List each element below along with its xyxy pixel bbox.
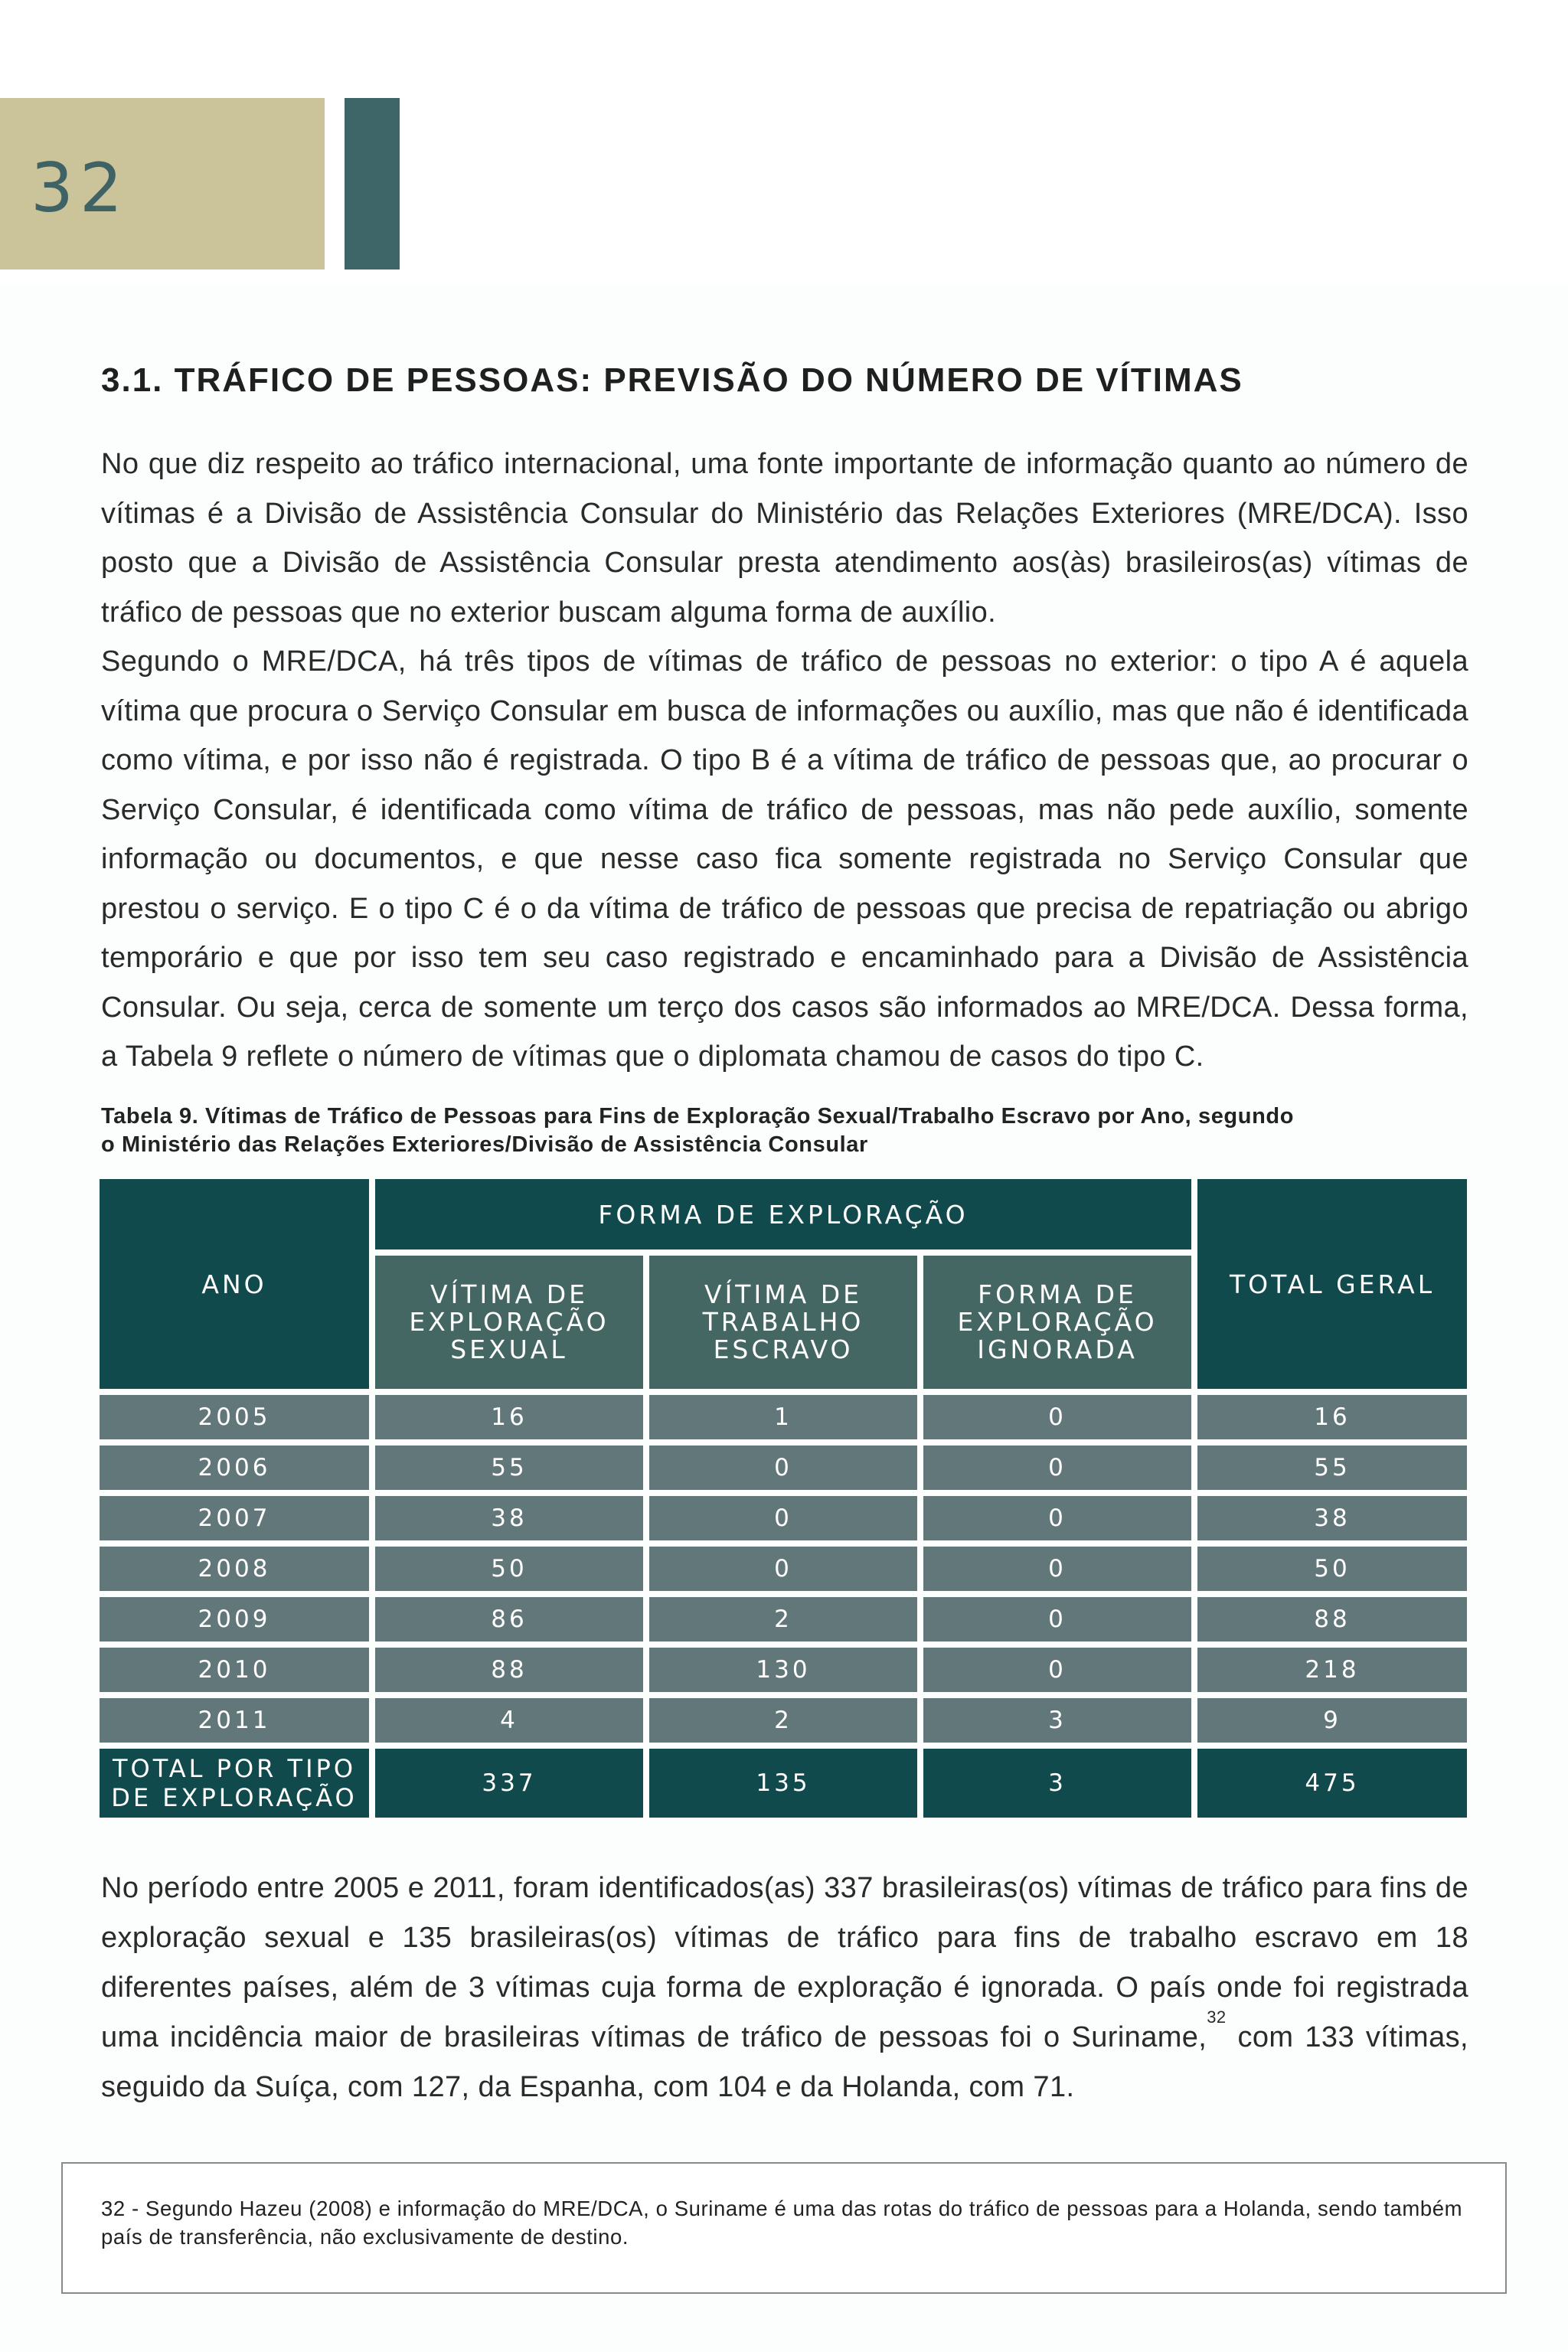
- total-label: [100, 1749, 369, 1818]
- cell-sexual: 4: [375, 1698, 643, 1743]
- total-overall: 475: [1197, 1749, 1467, 1818]
- total-slave-labor: 135: [649, 1749, 917, 1818]
- cell-total: 218: [1197, 1648, 1467, 1692]
- footnote-text: 32 - Segundo Hazeu (2008) e informação do MRE/DCA, o Suriname é uma das rotas do tráfico de pessoas para a Holanda, sendo também país de transferência, não exclusivamente de destino.: [101, 2197, 1463, 2249]
- table-caption-line-1: Tabela 9. Vítimas de Tráfico de Pessoas para Fins de Exploração Sexual/Trabalho Escravo por Ano, segundo: [101, 1104, 1295, 1129]
- cell-total: 55: [1197, 1446, 1467, 1490]
- paragraph-1: No que diz respeito ao tráfico internacional, uma fonte importante de informação quanto ao número de vítimas é a Divisão de Assistência Consular do Ministério das Relações Exteriores (MRE/DCA). Isso posto que a Divisão de Assistência Consular presta atendimento aos(às) brasileiros(as) vítimas de tráfico de pessoas que no exterior buscam alguma forma de auxílio.: [101, 448, 1468, 629]
- cell-year: 2011: [100, 1698, 369, 1743]
- cell-slave-labor: 0: [649, 1496, 917, 1540]
- cell-year: 2007: [100, 1496, 369, 1540]
- subheader-slave-labor-line-1: VÍTIMA DE: [704, 1279, 862, 1309]
- subheader-unknown-line-1: FORMA DE: [978, 1279, 1137, 1309]
- total-sexual: 337: [375, 1749, 643, 1818]
- table-row: [100, 1698, 1467, 1743]
- cell-unknown: 0: [923, 1648, 1191, 1692]
- page-number: 32: [31, 149, 129, 227]
- cell-sexual: 86: [375, 1597, 643, 1642]
- cell-sexual: 50: [375, 1547, 643, 1591]
- table-row: [100, 1446, 1467, 1490]
- cell-slave-labor: 1: [649, 1395, 917, 1439]
- subheader-unknown-line-2: EXPLORAÇÃO: [957, 1307, 1158, 1337]
- header-total: TOTAL GERAL: [1197, 1179, 1467, 1389]
- cell-total: 88: [1197, 1597, 1467, 1642]
- table-total-row: [100, 1749, 1467, 1818]
- cell-slave-labor: 0: [649, 1547, 917, 1591]
- cell-unknown: 0: [923, 1547, 1191, 1591]
- cell-slave-labor: 2: [649, 1698, 917, 1743]
- footnote-reference[interactable]: 32: [1207, 2007, 1227, 2027]
- subheader-unknown-line-3: IGNORADA: [977, 1334, 1138, 1364]
- paragraph-3: [101, 1864, 1468, 2112]
- cell-unknown: 0: [923, 1395, 1191, 1439]
- cell-unknown: 3: [923, 1698, 1191, 1743]
- header-year: ANO: [100, 1179, 369, 1389]
- table-caption-line-2: o Ministério das Relações Exteriores/Divisão de Assistência Consular: [101, 1132, 868, 1157]
- subheader-slave-labor: [649, 1256, 917, 1389]
- cell-sexual: 88: [375, 1648, 643, 1692]
- section-title: 3.1. TRÁFICO DE PESSOAS: PREVISÃO DO NÚMERO DE VÍTIMAS: [101, 361, 1243, 399]
- subheader-slave-labor-line-2: TRABALHO: [702, 1307, 864, 1337]
- table-row: [100, 1547, 1467, 1591]
- table-caption: [101, 1102, 1468, 1159]
- cell-unknown: 0: [923, 1496, 1191, 1540]
- header-exploitation-form: FORMA DE EXPLORAÇÃO: [375, 1179, 1191, 1250]
- cell-unknown: 0: [923, 1446, 1191, 1490]
- cell-total: 9: [1197, 1698, 1467, 1743]
- cell-unknown: 0: [923, 1597, 1191, 1642]
- cell-year: 2010: [100, 1648, 369, 1692]
- cell-slave-labor: 0: [649, 1446, 917, 1490]
- paragraph-3-text: No período entre 2005 e 2011, foram identificados(as) 337 brasileiras(os) vítimas de tráfico para fins de exploração sexual e 135 brasileiras(os) vítimas de tráfico para fins de trabalho escravo em 18 diferentes países, além de 3 vítimas cuja forma de exploração é ignorada. O país onde foi registrada uma incidência maior de brasileiras vítimas de tráfico de pessoas foi o Suriname,: [101, 1872, 1468, 2053]
- table-row: [100, 1395, 1467, 1439]
- paragraph-2: Segundo o MRE/DCA, há três tipos de vítimas de tráfico de pessoas no exterior: o tipo A é aquela vítima que procura o Serviço Consular em busca de informações ou auxílio, mas que não é identificada como vítima, e por isso não é registrada. O tipo B é a vítima de tráfico de pessoas que, ao procurar o Serviço Consular, é identificada como vítima de tráfico de pessoas, mas não pede auxílio, somente informação ou documentos, e que nesse caso fica somente registrada no Serviço Consular que prestou o serviço. E o tipo C é o da vítima de tráfico de pessoas que precisa de repatriação ou abrigo temporário e que por isso tem seu caso registrado e encaminhado para a Divisão de Assistência Consular. Ou seja, cerca de somente um terço dos casos são informados ao MRE/DCA. Dessa forma, a Tabela 9 reflete o número de vítimas que o diplomata chamou de casos do tipo C.: [101, 645, 1468, 1073]
- cell-year: 2005: [100, 1395, 369, 1439]
- cell-total: 50: [1197, 1547, 1467, 1591]
- total-label-line-1: TOTAL POR TIPO: [112, 1754, 357, 1783]
- subheader-sexual-line-2: EXPLORAÇÃO: [409, 1307, 609, 1337]
- subheader-slave-labor-line-3: ESCRAVO: [713, 1334, 854, 1364]
- victims-table: [93, 1173, 1473, 1824]
- table-row: [100, 1496, 1467, 1540]
- cell-sexual: 38: [375, 1496, 643, 1540]
- table-row: [100, 1648, 1467, 1692]
- total-label-line-2: DE EXPLORAÇÃO: [111, 1783, 358, 1812]
- cell-year: 2009: [100, 1597, 369, 1642]
- cell-sexual: 55: [375, 1446, 643, 1490]
- cell-year: 2006: [100, 1446, 369, 1490]
- cell-total: 38: [1197, 1496, 1467, 1540]
- page-number-block: [0, 98, 325, 270]
- footnote-box: [61, 2162, 1507, 2294]
- cell-slave-labor: 2: [649, 1597, 917, 1642]
- subheader-sexual-line-3: SEXUAL: [450, 1334, 568, 1364]
- subheader-sexual: [375, 1256, 643, 1389]
- subheader-unknown: [923, 1256, 1191, 1389]
- cell-year: 2008: [100, 1547, 369, 1591]
- paragraph-3-text-end: com 133 vítimas, seguido da Suíça, com 127, da Espanha, com 104 e da Holanda, com 71.: [101, 2021, 1468, 2103]
- total-unknown: 3: [923, 1749, 1191, 1818]
- cell-total: 16: [1197, 1395, 1467, 1439]
- cell-slave-labor: 130: [649, 1648, 917, 1692]
- subheader-sexual-line-1: VÍTIMA DE: [430, 1279, 588, 1309]
- cell-sexual: 16: [375, 1395, 643, 1439]
- header-accent-bar: [345, 98, 400, 270]
- table-row: [100, 1597, 1467, 1642]
